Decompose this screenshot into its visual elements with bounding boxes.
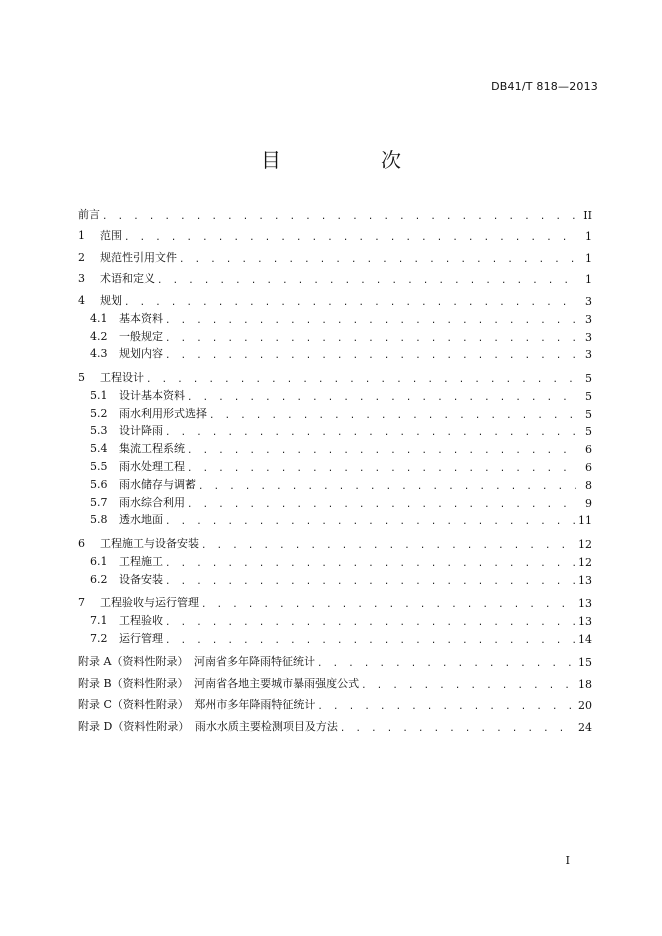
- dot-leader: [361, 681, 576, 691]
- toc-entry-number: 7.2: [90, 631, 108, 645]
- toc-entry-title: [90, 476, 196, 492]
- dot-leader: [340, 724, 576, 734]
- toc-entry-number: 6.2: [90, 572, 108, 586]
- toc-entry-page: 3: [585, 294, 592, 308]
- toc-entry-label: 雨水处理工程: [119, 459, 185, 473]
- toc-entry-title: [78, 594, 199, 610]
- table-of-contents: [78, 200, 592, 734]
- toc-entry-title: [90, 422, 163, 438]
- toc-entry[interactable]: [78, 628, 592, 646]
- toc-entry-page: 3: [585, 330, 592, 344]
- toc-entry-page: 3: [585, 312, 592, 326]
- dot-leader: [124, 233, 576, 243]
- toc-entry-label: 运行管理: [119, 631, 163, 645]
- toc-entry-number: 5.6: [90, 477, 108, 491]
- dot-leader: [187, 393, 576, 403]
- dot-leader: [165, 517, 576, 527]
- toc-entry-label: 工程施工: [119, 554, 163, 568]
- document-code: DB41/T 818—2013: [491, 80, 598, 93]
- toc-entry-label: 范围: [100, 229, 122, 243]
- toc-entry-title: [90, 553, 163, 569]
- toc-entry-number: 4.3: [90, 347, 108, 361]
- toc-entry-page: 18: [578, 677, 592, 691]
- toc-entry-label: 雨水综合利用: [119, 495, 185, 509]
- toc-entry-page: 15: [578, 656, 592, 670]
- toc-entry[interactable]: [78, 569, 592, 587]
- dot-leader: [209, 411, 576, 421]
- toc-entry-title: [90, 612, 163, 628]
- dot-leader: [201, 541, 576, 551]
- toc-entry-label: 工程验收与运行管理: [100, 596, 199, 610]
- toc-entry-number: 7: [78, 596, 85, 610]
- toc-entry-label: 规范性引用文件: [100, 250, 177, 264]
- page-number: I: [565, 854, 570, 867]
- toc-entry-number: 1: [78, 229, 85, 243]
- page-title: 目 次: [261, 148, 441, 172]
- toc-entry-number: 7.1: [90, 613, 108, 627]
- toc-entry[interactable]: [78, 669, 592, 691]
- toc-entry[interactable]: [78, 510, 592, 528]
- dot-leader: [198, 482, 576, 492]
- toc-entry-page: 24: [578, 721, 592, 735]
- toc-entry-number: 5.3: [90, 424, 108, 438]
- toc-entry[interactable]: [78, 326, 592, 344]
- dot-leader: [102, 212, 576, 222]
- toc-entry-title: [90, 630, 163, 646]
- toc-entry-page: 5: [585, 389, 592, 403]
- toc-entry-title: [78, 653, 315, 669]
- toc-entry-label: 雨水储存与调蓄: [119, 477, 196, 491]
- dot-leader: [165, 351, 576, 361]
- toc-entry-label: 规划: [100, 293, 122, 307]
- toc-entry-page: 3: [585, 348, 592, 362]
- toc-entry-label: 术语和定义: [100, 272, 155, 286]
- dot-leader: [165, 559, 576, 569]
- toc-entry[interactable]: [78, 385, 592, 403]
- toc-entry[interactable]: [78, 456, 592, 474]
- dot-leader: [165, 316, 576, 326]
- toc-entry-page: 1: [585, 273, 592, 287]
- toc-entry-number: 5.8: [90, 513, 108, 527]
- toc-entry-label: 基本资料: [119, 311, 163, 325]
- toc-entry[interactable]: [78, 712, 592, 734]
- toc-entry-number: 5.1: [90, 388, 108, 402]
- dot-leader: [157, 276, 576, 286]
- toc-entry-label: 工程设计: [100, 370, 144, 384]
- toc-entry-page: 13: [578, 597, 592, 611]
- toc-entry-label: 透水地面: [119, 513, 163, 527]
- toc-entry-title: [90, 511, 163, 527]
- toc-entry-label: 设计基本资料: [119, 388, 185, 402]
- toc-entry-page: 6: [585, 460, 592, 474]
- dot-leader: [165, 577, 576, 587]
- toc-entry-title: [78, 206, 100, 222]
- toc-entry-label: 工程施工与设备安装: [100, 536, 199, 550]
- toc-entry-number: 2: [78, 250, 85, 264]
- toc-entry-title: [78, 292, 122, 308]
- toc-entry-title: [78, 227, 122, 243]
- toc-entry[interactable]: [78, 344, 592, 362]
- toc-entry-label: 工程验收: [119, 613, 163, 627]
- dot-leader: [317, 702, 576, 712]
- toc-entry-page: 13: [578, 614, 592, 628]
- toc-entry[interactable]: [78, 265, 592, 287]
- toc-entry-title: [78, 696, 315, 712]
- dot-leader: [165, 428, 576, 438]
- dot-leader: [146, 375, 576, 385]
- toc-entry-title: [90, 387, 185, 403]
- toc-entry-label: 附录 B（资料性附录） 河南省各地主要城市暴雨强度公式: [78, 676, 360, 690]
- toc-entry-label: 前言: [78, 207, 100, 221]
- toc-entry[interactable]: [78, 691, 592, 713]
- toc-entry-number: 5.4: [90, 442, 108, 456]
- toc-entry-number: 6.1: [90, 554, 108, 568]
- toc-entry-number: 5.7: [90, 495, 108, 509]
- toc-entry[interactable]: [78, 648, 592, 670]
- toc-entry-label: 雨水利用形式选择: [119, 406, 207, 420]
- toc-entry-label: 规划内容: [119, 347, 163, 361]
- toc-entry-title: [90, 345, 163, 361]
- toc-entry-page: 12: [578, 537, 592, 551]
- toc-entry-title: [78, 270, 155, 286]
- toc-entry-number: 5: [78, 370, 85, 384]
- toc-entry-number: 5.2: [90, 406, 108, 420]
- toc-entry-label: 附录 A（资料性附录） 河南省多年降雨特征统计: [78, 655, 315, 669]
- dot-leader: [317, 659, 576, 669]
- toc-entry-page: 8: [585, 478, 592, 492]
- toc-entry[interactable]: [78, 438, 592, 456]
- toc-entry-number: 5.5: [90, 459, 108, 473]
- toc-entry[interactable]: [78, 403, 592, 421]
- dot-leader: [187, 500, 576, 510]
- dot-leader: [124, 298, 576, 308]
- toc-entry-page: 14: [578, 632, 592, 646]
- toc-entry-label: 一般规定: [119, 329, 163, 343]
- toc-entry-page: 5: [585, 407, 592, 421]
- toc-entry-number: 4.1: [90, 311, 108, 325]
- toc-entry-title: [78, 369, 144, 385]
- toc-entry[interactable]: [78, 610, 592, 628]
- toc-entry[interactable]: [78, 474, 592, 492]
- toc-entry[interactable]: [78, 308, 592, 326]
- toc-entry-title: [78, 249, 177, 265]
- toc-entry-page: II: [583, 208, 592, 222]
- toc-entry[interactable]: [78, 222, 592, 244]
- toc-entry-title: [90, 494, 185, 510]
- toc-entry-page: 1: [585, 251, 592, 265]
- dot-leader: [165, 636, 576, 646]
- toc-entry-label: 附录 D（资料性附录） 雨水水质主要检测项目及方法: [78, 720, 338, 734]
- dot-leader: [165, 618, 576, 628]
- toc-entry-title: [90, 405, 207, 421]
- toc-entry-title: [90, 310, 163, 326]
- toc-entry-page: 13: [578, 573, 592, 587]
- toc-entry-title: [78, 535, 199, 551]
- toc-entry-number: 4: [78, 293, 85, 307]
- dot-leader: [187, 464, 576, 474]
- toc-entry-title: [90, 571, 163, 587]
- toc-entry-page: 9: [585, 496, 592, 510]
- toc-entry-label: 设计降雨: [119, 424, 163, 438]
- toc-entry[interactable]: [78, 200, 592, 222]
- toc-entry-number: 4.2: [90, 329, 108, 343]
- toc-entry[interactable]: [78, 363, 592, 385]
- toc-entry-page: 20: [578, 699, 592, 713]
- dot-leader: [201, 600, 576, 610]
- dot-leader: [187, 446, 576, 456]
- toc-entry[interactable]: [78, 286, 592, 308]
- toc-entry-number: 6: [78, 536, 85, 550]
- toc-entry[interactable]: [78, 492, 592, 510]
- toc-entry-page: 5: [585, 425, 592, 439]
- toc-entry[interactable]: [78, 243, 592, 265]
- toc-entry-title: [90, 440, 185, 456]
- toc-entry-title: [78, 675, 359, 691]
- toc-entry-page: 6: [585, 443, 592, 457]
- toc-entry-page: 5: [585, 371, 592, 385]
- toc-entry-title: [90, 328, 163, 344]
- toc-entry[interactable]: [78, 421, 592, 439]
- toc-entry-number: 3: [78, 272, 85, 286]
- toc-entry-page: 12: [578, 555, 592, 569]
- toc-entry-page: 11: [578, 514, 592, 528]
- toc-entry-label: 附录 C（资料性附录） 郑州市多年降雨特征统计: [78, 698, 316, 712]
- toc-entry-title: [90, 458, 185, 474]
- dot-leader: [165, 334, 576, 344]
- toc-entry-label: 集流工程系统: [119, 442, 185, 456]
- toc-entry-page: 1: [585, 230, 592, 244]
- toc-entry-title: [78, 718, 338, 734]
- toc-entry[interactable]: [78, 529, 592, 551]
- toc-entry-label: 设备安装: [119, 572, 163, 586]
- dot-leader: [179, 255, 576, 265]
- toc-entry[interactable]: [78, 589, 592, 611]
- toc-entry[interactable]: [78, 551, 592, 569]
